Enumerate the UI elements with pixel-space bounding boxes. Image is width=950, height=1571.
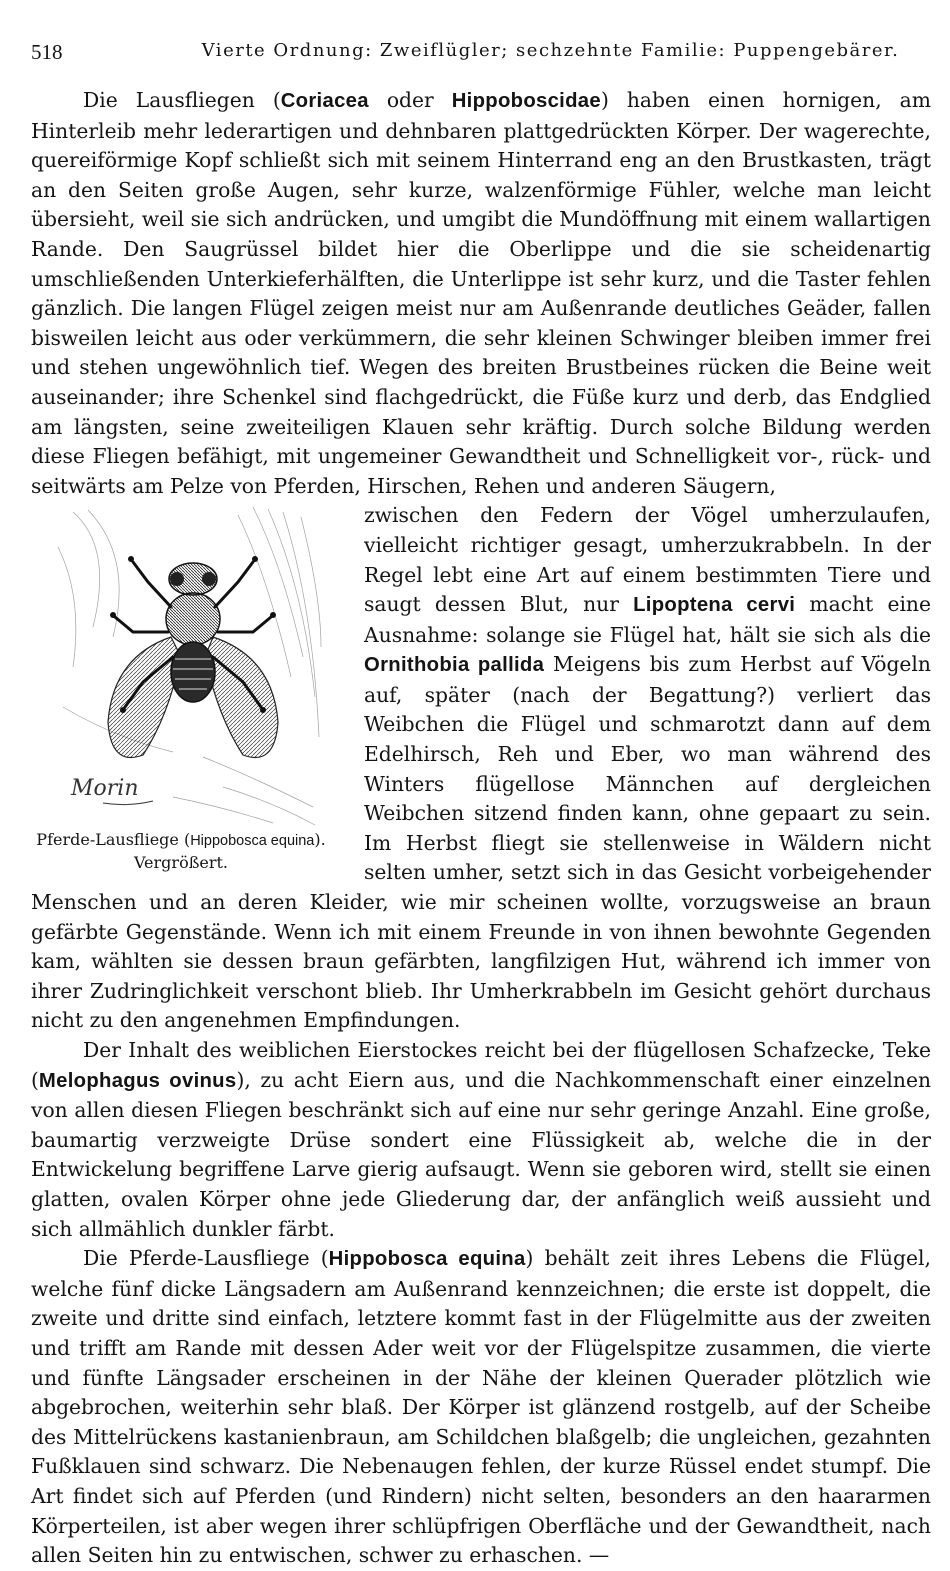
text-span: macht eine Ausnahme: solange sie Flügel hat, hält sie sich als die	[364, 592, 931, 647]
latin-name: Coriacea	[280, 90, 369, 112]
fly-abdomen	[171, 642, 215, 702]
right-wing	[205, 637, 278, 758]
left-wing	[108, 637, 181, 758]
caption-latin: Hippobosca equina	[190, 833, 315, 850]
text-span: Die Pferde-Lausfliege (	[83, 1246, 329, 1271]
text-span: oder	[368, 88, 452, 112]
text-span: ), zu acht Eiern aus, und die Nachkommenschaft einer einzelnen von allen diesen Fliegen beschränkt sich auf eine nur sehr geringe Anzahl. Eine große, baumartig verzweigte Drüse sondert eine Flüssigkeit ab, welche die in der Entwickelung begriffene Larve gierig aufsaugt. Wenn sie geboren wird, stellt sie einen glatten, ovalen Körper ohne jede Gliederung dar, der anfänglich weiß aussieht und sich allmählich dunkler färbt.	[31, 1067, 932, 1241]
latin-name: Hippoboscidae	[451, 90, 601, 112]
fly-thorax	[166, 593, 220, 645]
artist-signature: Morin	[71, 776, 139, 802]
paragraph-eierstock	[31, 1036, 931, 1244]
paragraph-pferde-lausfliege	[31, 1244, 931, 1571]
latin-name: Melophagus ovinus	[38, 1069, 237, 1092]
running-head: Vierte Ordnung: Zweiflügler; sechzehnte Familie: Puppengebärer.	[201, 40, 900, 61]
body-text	[31, 86, 931, 1571]
caption-text: ). Vergrößert.	[133, 830, 326, 873]
figure-caption	[31, 829, 331, 873]
page-header	[31, 36, 930, 66]
paragraph-lausfliegen	[31, 86, 931, 501]
text-span: Die Lausfliegen (	[83, 88, 281, 112]
latin-name: Ornithobia pallida	[364, 654, 545, 677]
latin-name: Hippobosca equina	[328, 1248, 526, 1271]
latin-name: Lipoptena cervi	[633, 594, 796, 617]
fly-illustration	[53, 507, 323, 827]
page-number: 518	[31, 40, 63, 64]
caption-text: Pferde-Lausfliege (	[36, 830, 191, 850]
figure-hippobosca	[31, 501, 346, 873]
text-span: ) behält zeit ihres Lebens die Flügel, welche fünf dicke Längsadern am Außenrand kennzeichnen; die erste ist doppelt, die zweite und dritte sind einfach, letztere kommt fast in der Flügelmitte aus der zweiten und trifft am Rande mit dessen Ader weit vor der Flügelspitze zusammen, die vierte und fünfte Längsader erscheinen in der Nähe der kleinen Querader plötzlich wie abgebrochen, weiterhin sehr blaß. Der Körper ist glänzend rostgelb, auf der Scheibe des Mittelrückens kastanienbraun, am Schildchen blaßgelb; die ungleichen, gezahnten Fußklauen sind schwarz. Die Nebenaugen fehlen, der kurze Rüssel endet stumpf. Die Art findet sich auf Pferden (und Rindern) nicht selten, besonders an den haararmen Körperteilen, ist aber wegen ihrer schlüpfrigen Oberfläche und der Gewandtheit, nach allen Seiten hin zu entwischen, schwer zu erhaschen. —	[31, 1246, 931, 1568]
text-span: Der Inhalt des weiblichen Eierstockes reicht bei der flügellosen Schafzecke, Teke (	[31, 1038, 931, 1092]
text-span: Meigens bis zum Herbst auf Vögeln auf, später (nach der Begattung?) verliert das Weibchen die Flügel und schmarotzt dann auf dem Edelhirsch, Reh und Eber, wo man während des Winters flügellose Männchen auf dergleichen Weibchen sitzend finden kann, ohne gepaart zu sein. Im Herbst fliegt sie stellenweise in Wäldern nicht selten umher, setzt sich in das Gesicht vorbeigehender Menschen und an deren Kleider, wie mir scheinen wollte, vorzugsweise an braun gefärbte Gegenstände. Wenn ich mit einem Freunde in von ihnen bewohnte Gegenden kam, wählten sie dessen braun gefärbten, langfilzigen Hut, während ich immer von ihrer Zudringlichkeit verschont blieb. Ihr Umherkrabbeln im Gesicht gehört durchaus nicht zu den angenehmen Empfindungen.	[31, 652, 931, 1033]
text-span: zwischen den Federn der Vögel umherzulaufen, vielleicht richtiger gesagt, umherzukrabbeln. In der Regel lebt eine Art auf einem bestimmten Tiere und saugt dessen Blut, nur	[364, 503, 931, 617]
text-span: ) haben einen hornigen, am Hinterleib mehr lederartigen und dehnbaren plattgedrückten Körper. Der wagerechte, quereiförmige Kopf schließt sich mit seinem Hinterrand eng an den Brustkasten, trägt an den Seiten große Augen, sehr kurze, walzenförmige Fühler, welche man leicht übersieht, weil sie sich andrücken, und umgibt die Mundöffnung mit einem wallartigen Rande. Den Saugrüssel bildet hier die Oberlippe und die sie scheidenartig umschließenden Unterkieferhälften, die Unterlippe ist sehr kurz, und die Taster fehlen gänzlich. Die langen Flügel zeigen meist nur am Außenrande deutliches Geäder, fallen bisweilen leicht aus oder verkümmern, die sehr kleinen Schwinger bleiben immer frei und stehen ungewöhnlich tief. Wegen des breiten Brustbeines rücken die Beine weit auseinander; ihre Schenkel sind flachgedrückt, die Füße kurz und derb, das Endglied am längsten, seine zweiteiligen Klauen sehr kräftig. Durch solche Bildung werden diese Fliegen befähigt, mit ungemeiner Gewandtheit und Schnelligkeit vor-, rück- und seitwärts am Pelze von Pferden, Hirschen, Rehen und anderen Säugern,	[31, 88, 931, 498]
